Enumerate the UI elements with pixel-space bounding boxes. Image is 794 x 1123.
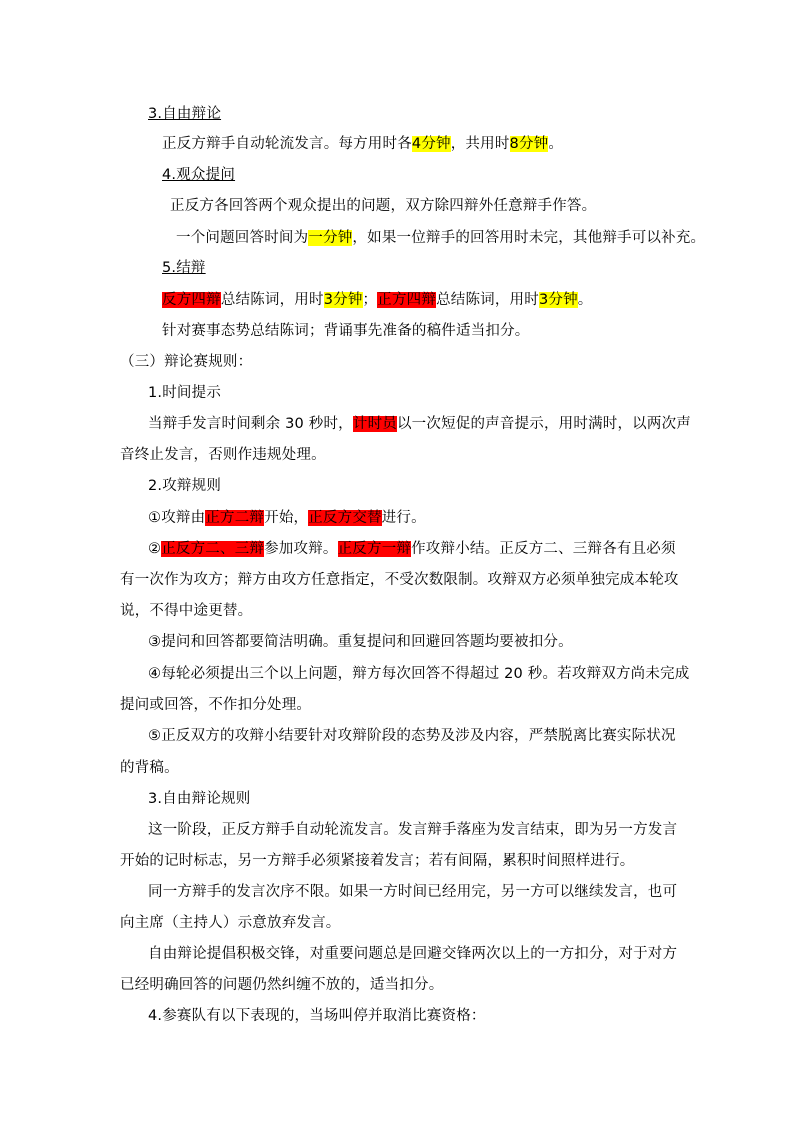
section-title-closing: 5.结辩 (162, 260, 206, 276)
cross-exam-item-5: ⑤正反双方的攻辩小结要针对攻辩阶段的态势及涉及内容，严禁脱离比赛实际状况 (148, 728, 676, 744)
highlight-one-minute: 一分钟 (308, 230, 353, 246)
text-run: ② (148, 541, 162, 557)
highlight-timekeeper: 计时员 (352, 416, 397, 432)
cross-exam-item-4: ④每轮必须提出三个以上问题，辩方每次回答不得超过 20 秒。若攻辩双方尚未完成 (148, 666, 690, 682)
time-rule-paragraph-2: 音终止发言，否则作违规处理。 (120, 447, 326, 463)
highlight-con-fourth: 反方四辩 (162, 292, 221, 308)
highlight-pro-second: 正方二辩 (205, 510, 265, 526)
cross-exam-item-3: ③提问和回答都要简洁明确。重复提问和回避回答题均要被扣分。 (148, 634, 573, 650)
highlight-three-minutes: 3分钟 (323, 292, 363, 308)
text-run: 进行。 (381, 510, 426, 526)
time-rule-paragraph-1 (148, 414, 691, 434)
audience-questions-paragraph-1: 正反方各回答两个观众提出的问题，双方除四辩外任意辩手作答。 (170, 198, 597, 214)
cross-exam-item-4-cont: 提问或回答，不作扣分处理。 (120, 697, 312, 713)
free-debate-rule-paragraph-3-cont: 已经明确回答的问题仍然纠缠不放的，适当扣分。 (120, 977, 444, 993)
highlight-alternating: 正反方交替 (308, 510, 382, 526)
audience-questions-paragraph-2 (176, 228, 705, 248)
free-debate-rule-paragraph-2-cont: 向主席（主持人）示意放弃发言。 (120, 915, 341, 931)
rule-title-disqualification: 4.参赛队有以下表现的，当场叫停并取消比赛资格： (148, 1008, 486, 1024)
section-title-free-debate: 3.自由辩论 (148, 106, 222, 122)
cross-exam-item-2 (148, 539, 676, 559)
cross-exam-item-2-cont-2: 说，不得中途更替。 (120, 603, 253, 619)
text-run: 一个问题回答时间为 (176, 230, 309, 246)
free-debate-rule-paragraph-1: 这一阶段，正反方辩手自动轮流发言。发言辩手落座为发言结束，即为另一方发言 (148, 822, 678, 838)
free-debate-paragraph (162, 134, 563, 154)
text-run: ，共用时 (450, 136, 510, 152)
rule-title-free-debate: 3.自由辩论规则 (148, 791, 251, 807)
section-title-audience-questions: 4.观众提问 (162, 167, 236, 183)
rules-heading: （三）辩论赛规则： (120, 354, 253, 370)
text-run: 总结陈词，用时 (220, 292, 324, 308)
highlight-first-debater: 正反方一辩 (337, 541, 412, 557)
text-run: 当辩手发言时间剩余 30 秒时， (148, 416, 353, 432)
text-run: ； (362, 292, 378, 308)
rule-title-cross-exam: 2.攻辩规则 (148, 478, 222, 494)
text-run: 开始， (264, 510, 309, 526)
cross-exam-item-1 (148, 508, 426, 528)
text-run: 。 (577, 292, 593, 308)
highlight-second-third: 正反方二、三辩 (161, 541, 265, 557)
cross-exam-item-5-cont: 的背稿。 (120, 760, 179, 776)
text-run: 以一次短促的声音提示，用时满时，以两次声 (396, 416, 691, 432)
highlight-pro-fourth: 正方四辩 (377, 292, 437, 308)
text-run: 正反方辩手自动轮流发言。每方用时各 (162, 136, 412, 152)
highlight-time-each: 4分钟 (411, 136, 451, 152)
closing-paragraph-1 (162, 290, 593, 310)
text-run: ，如果一位辩手的回答用时未完，其他辩手可以补充。 (352, 230, 706, 246)
text-run: ①攻辩由 (148, 510, 206, 526)
closing-paragraph-2: 针对赛事态势总结陈词；背诵事先准备的稿件适当扣分。 (162, 323, 530, 339)
rule-title-time: 1.时间提示 (148, 385, 222, 401)
highlight-three-minutes: 3分钟 (538, 292, 578, 308)
text-run: 作攻辩小结。正反方二、三辩各有且必须 (411, 541, 676, 557)
free-debate-rule-paragraph-1-cont: 开始的记时标志，另一方辩手必须紧接着发言；若有间隔，累积时间照样进行。 (120, 853, 635, 869)
text-run: 。 (548, 136, 564, 152)
text-run: 参加攻辩。 (264, 541, 338, 557)
text-run: 总结陈词，用时 (436, 292, 539, 308)
cross-exam-item-2-cont-1: 有一次作为攻方；辩方由攻方任意指定，不受次数限制。攻辩双方必须单独完成本轮攻 (120, 572, 679, 588)
free-debate-rule-paragraph-2: 同一方辩手的发言次序不限。如果一方时间已经用完，另一方可以继续发言，也可 (148, 884, 678, 900)
highlight-time-total: 8分钟 (509, 136, 549, 152)
free-debate-rule-paragraph-3: 自由辩论提倡积极交锋，对重要问题总是回避交锋两次以上的一方扣分，对于对方 (148, 946, 678, 962)
